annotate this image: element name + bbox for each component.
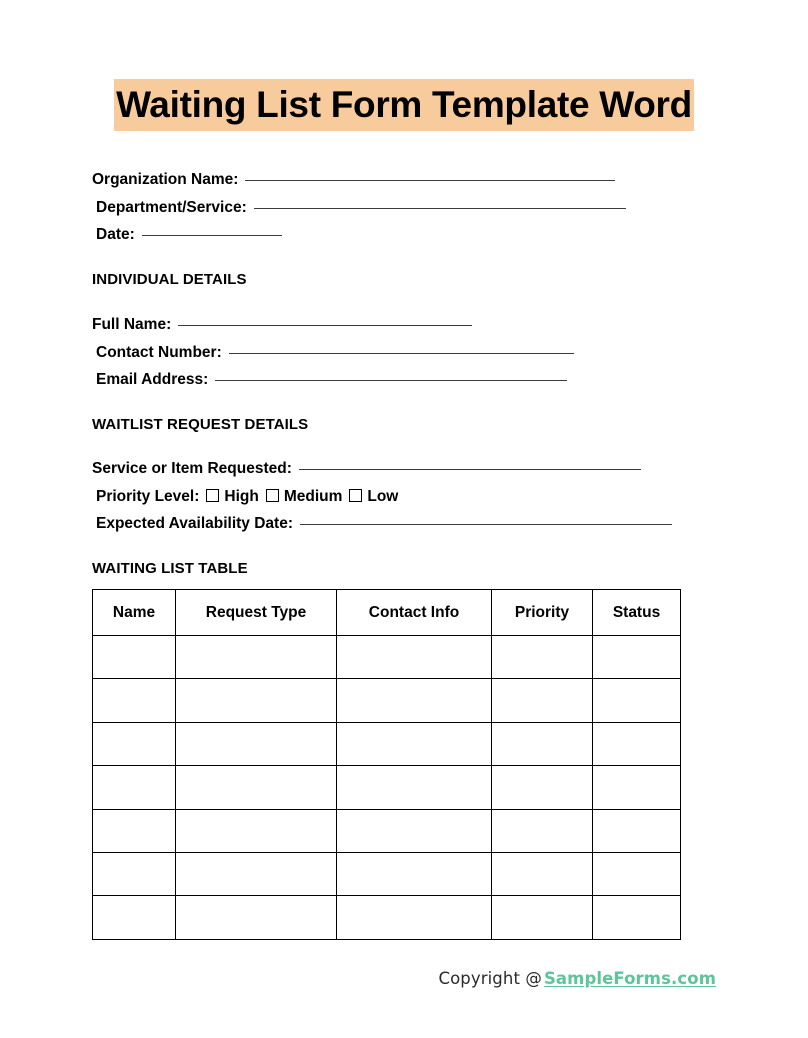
table-cell-status[interactable] (593, 722, 681, 765)
table-header-row (93, 590, 681, 636)
table-cell-priority[interactable] (492, 636, 593, 679)
checkbox-icon-low[interactable] (349, 489, 362, 502)
field-full-name (92, 311, 574, 339)
table-cell-request-type[interactable] (176, 852, 337, 895)
section-heading-individual-details: INDIVIDUAL DETAILS (92, 271, 247, 288)
field-priority-level (92, 483, 672, 511)
table-cell-contact-info[interactable] (337, 852, 492, 895)
table-cell-contact-info[interactable] (337, 722, 492, 765)
table-cell-request-type[interactable] (176, 896, 337, 939)
table-cell-status[interactable] (593, 852, 681, 895)
table-cell-request-type[interactable] (176, 636, 337, 679)
field-department-service (92, 194, 626, 222)
table-cell-priority[interactable] (492, 852, 593, 895)
table-body (93, 636, 681, 940)
waiting-list-table-wrapper (92, 589, 680, 940)
table-header (93, 590, 681, 636)
field-label-email-address: Email Address: (96, 371, 209, 388)
table-cell-request-type[interactable] (176, 809, 337, 852)
table-cell-contact-info[interactable] (337, 679, 492, 722)
field-label-organization-name: Organization Name: (92, 171, 239, 188)
checkbox-icon-high[interactable] (206, 489, 219, 502)
field-rule-contact-number[interactable] (229, 353, 574, 354)
priority-option-label-low: Low (367, 487, 399, 505)
table-cell-name[interactable] (93, 766, 176, 809)
field-label-department-service: Department/Service: (96, 198, 247, 216)
table-cell-name[interactable] (93, 809, 176, 852)
table-cell-priority[interactable] (492, 722, 593, 765)
priority-option-label-medium: Medium (283, 487, 343, 505)
table-cell-request-type[interactable] (176, 722, 337, 765)
field-email-address (92, 366, 574, 394)
table-cell-status[interactable] (593, 679, 681, 722)
page-title (92, 86, 716, 123)
priority-option-high[interactable] (199, 483, 258, 511)
table-cell-priority[interactable] (492, 766, 593, 809)
field-label-service-or-item-requested: Service or Item Requested: (92, 460, 292, 477)
table-cell-contact-info[interactable] (337, 896, 492, 939)
field-rule-expected-availability-date[interactable] (300, 524, 672, 525)
table-row (93, 679, 681, 722)
table-cell-contact-info[interactable] (337, 766, 492, 809)
individual-details-fields-group (92, 311, 574, 394)
table-column-header-priority: Priority (492, 590, 593, 636)
table-cell-priority[interactable] (492, 679, 593, 722)
sampleforms-link[interactable]: SampleForms.com (543, 969, 716, 988)
field-label-date: Date: (96, 226, 135, 243)
field-rule-department-service[interactable] (254, 208, 626, 209)
table-cell-request-type[interactable] (176, 766, 337, 809)
table-column-header-contact-info: Contact Info (337, 590, 492, 636)
table-cell-priority[interactable] (492, 809, 593, 852)
waitlist-request-fields-group (92, 455, 672, 538)
table-cell-status[interactable] (593, 636, 681, 679)
table-cell-contact-info[interactable] (337, 809, 492, 852)
section-heading-waitlist-request-details: WAITLIST REQUEST DETAILS (92, 416, 309, 433)
table-column-header-name: Name (93, 590, 176, 636)
table-cell-name[interactable] (93, 636, 176, 679)
field-service-or-item-requested (92, 455, 672, 483)
field-rule-email-address[interactable] (215, 380, 567, 381)
footer (0, 969, 716, 988)
field-rule-full-name[interactable] (178, 325, 472, 326)
table-cell-priority[interactable] (492, 896, 593, 939)
table-cell-status[interactable] (593, 809, 681, 852)
copyright-text: Copyright @ (438, 969, 542, 988)
table-cell-name[interactable] (93, 722, 176, 765)
table-cell-request-type[interactable] (176, 679, 337, 722)
field-label-priority-level: Priority Level: (96, 487, 200, 505)
field-expected-availability-date (92, 510, 672, 538)
table-row (93, 722, 681, 765)
field-contact-number (92, 339, 574, 367)
table-cell-name[interactable] (93, 852, 176, 895)
table-row (93, 896, 681, 939)
table-cell-name[interactable] (93, 679, 176, 722)
priority-option-label-high: High (224, 487, 259, 505)
table-row (93, 636, 681, 679)
checkbox-icon-medium[interactable] (266, 489, 279, 502)
table-column-header-status: Status (593, 590, 681, 636)
table-cell-contact-info[interactable] (337, 636, 492, 679)
field-label-expected-availability-date: Expected Availability Date: (96, 515, 293, 532)
priority-option-low[interactable] (342, 483, 398, 511)
field-label-full-name: Full Name: (92, 316, 172, 333)
table-row (93, 766, 681, 809)
header-fields-group (92, 166, 626, 249)
field-date (92, 221, 626, 249)
field-organization-name (92, 166, 626, 194)
field-rule-organization-name[interactable] (245, 180, 615, 181)
field-rule-date[interactable] (142, 235, 282, 236)
page-title-text: Waiting List Form Template Word (114, 79, 694, 131)
table-cell-status[interactable] (593, 896, 681, 939)
table-cell-status[interactable] (593, 766, 681, 809)
priority-option-medium[interactable] (259, 483, 343, 511)
section-heading-waiting-list-table: WAITING LIST TABLE (92, 560, 248, 577)
table-column-header-request-type: Request Type (176, 590, 337, 636)
waiting-list-table (92, 589, 681, 940)
table-row (93, 809, 681, 852)
table-cell-name[interactable] (93, 896, 176, 939)
field-label-contact-number: Contact Number: (96, 343, 222, 361)
table-row (93, 852, 681, 895)
field-rule-service-or-item-requested[interactable] (299, 469, 641, 470)
